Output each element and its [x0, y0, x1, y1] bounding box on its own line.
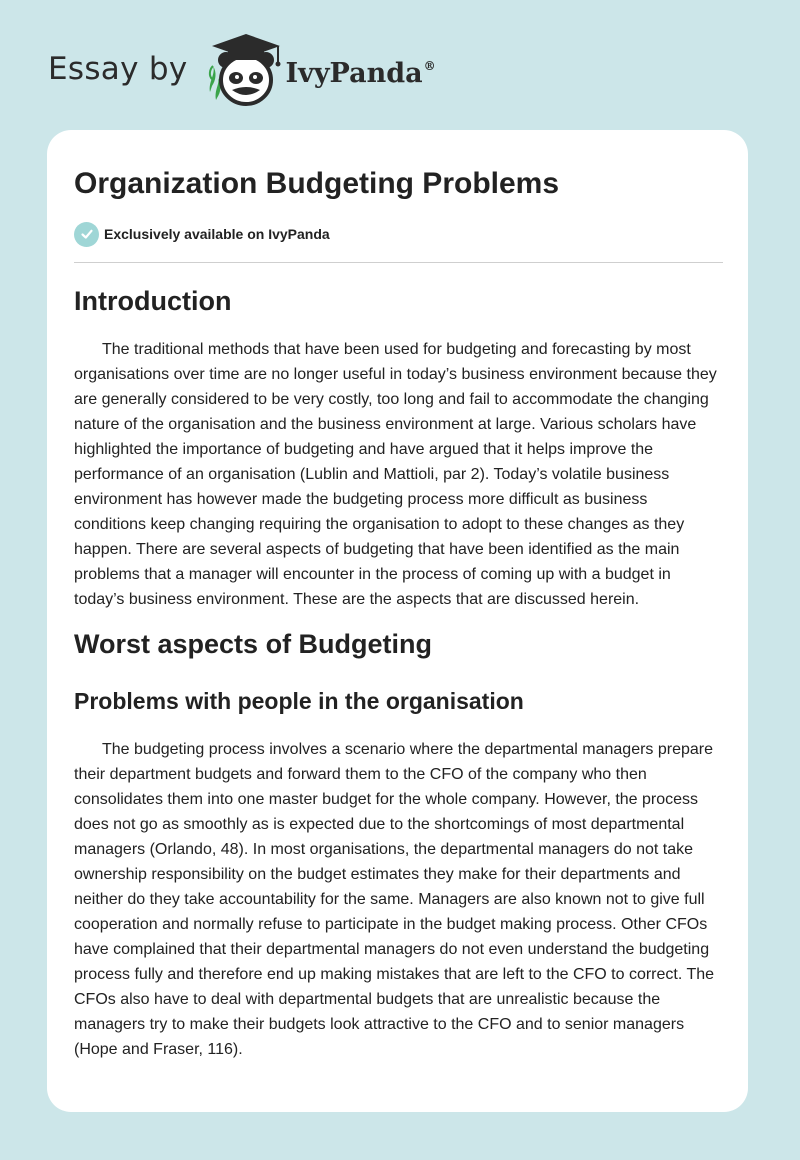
essay-title: Organization Budgeting Problems — [74, 167, 560, 200]
exclusive-badge — [74, 221, 721, 247]
subsection-heading-people-problems: Problems with people in the organisation — [74, 688, 524, 714]
brand-prefix: Essay by — [48, 51, 188, 87]
exclusive-badge-text: Exclusively available on IvyPanda — [104, 226, 330, 242]
registered-mark: ® — [423, 58, 436, 73]
brand-name-text: IvyPanda — [285, 57, 423, 89]
section-heading-introduction: Introduction — [74, 286, 232, 316]
brand-name[interactable] — [286, 58, 436, 89]
site-header — [48, 30, 436, 110]
essay-card — [47, 130, 748, 1112]
panda-logo-icon[interactable] — [200, 30, 282, 110]
section-heading-worst-aspects: Worst aspects of Budgeting — [74, 629, 433, 659]
check-icon — [74, 222, 99, 247]
introduction-paragraph: The traditional methods that have been used for budgeting and forecasting by most organisations over time are no longer useful in today’s business environment because they are generally considered to be very costly, too long and fail to accommodate the changing nature of the organisation and the business environment at large. Various scholars have highlighted the importance of budgeting and have argued that it helps improve the performance of an organisation (Lublin and Mattioli, par 2). Today’s volatile business environment has however made the budgeting process more difficult as business conditions keep changing requiring the organisation to adopt to these changes as they happen. There are several aspects of budgeting that have been identified as the main problems that a manager will encounter in the process of coming up with a budget in today’s business environment. These are the aspects that are discussed herein. — [74, 341, 717, 608]
divider — [74, 262, 723, 263]
people-problems-paragraph: The budgeting process involves a scenario where the departmental managers prepare their department budgets and forward them to the CFO of the company who then consolidates them into one master budget for the whole company. However, the process does not go as smoothly as is expected due to the shortcomings of most departmental managers (Orlando, 48). In most organisations, the departmental managers do not take ownership responsibility on the budget estimates they make for their departments and neither do they take accountability for the same. Managers are also known not to give full cooperation and normally refuse to participate in the budget making process. Other CFOs have complained that their departmental managers do not even understand the budgeting process fully and therefore end up making mistakes that are left to the CFO to correct. The CFOs also have to deal with departmental budgets that are unrealistic because the managers try to make their budgets look attractive to the CFO and to senior managers (Hope and Fraser, 116). — [74, 741, 715, 1058]
